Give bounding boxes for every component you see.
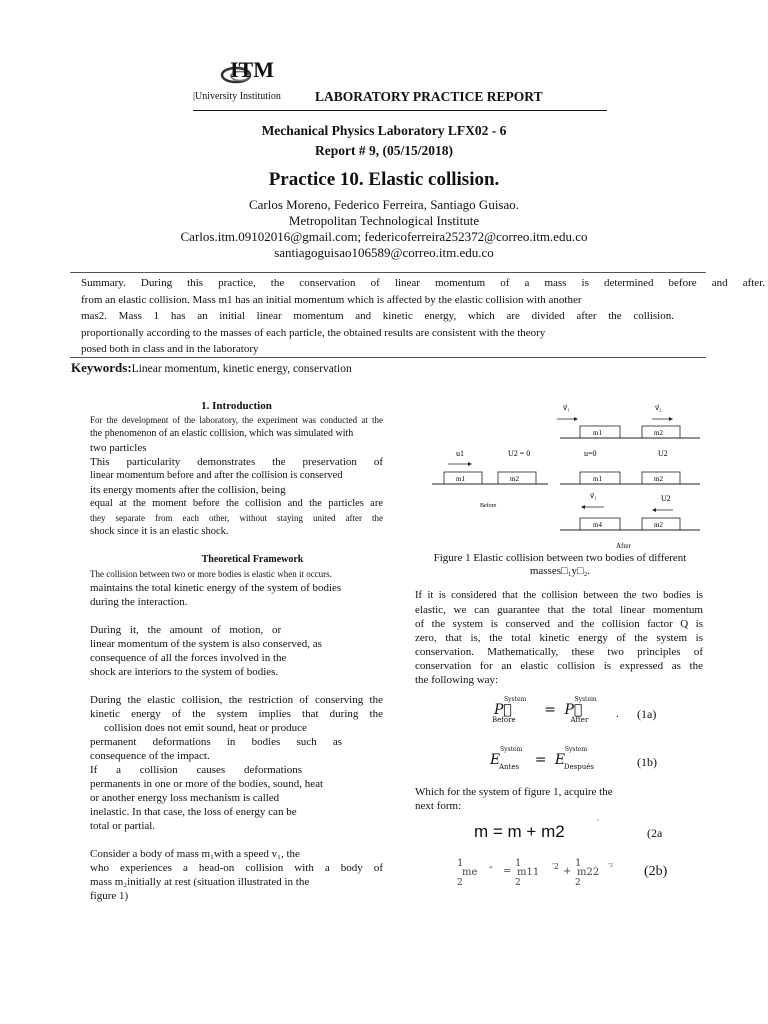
arrowhead	[468, 462, 472, 466]
theory-line: consequence of all the forces involved in the	[90, 652, 287, 664]
intro-line: they separate from each other, without staying united after the	[90, 513, 383, 523]
theory-line: during the interaction.	[90, 596, 188, 608]
eq-term: m11	[517, 867, 540, 878]
mass-label: m2	[654, 429, 663, 437]
velocity-label-v2: v⃗₂	[655, 404, 662, 412]
theory-line: figure 1)	[90, 890, 129, 902]
fraction-denominator: 2	[575, 878, 581, 888]
eq-subscript: Después	[563, 763, 594, 771]
logo-subtitle: |University Institution	[193, 91, 281, 102]
caption-line: Figure 1 Elastic collision between two bodies of different	[433, 552, 687, 564]
equation-tag-1b: (1b)	[637, 755, 657, 769]
theory-text	[90, 567, 383, 903]
eq-subscript: After	[570, 716, 589, 724]
summary-line: mas2. Mass 1 has an initial linear momentum and kinetic energy, which are divided after the collision.	[81, 310, 674, 322]
equation-tag-2b: (2b)	[644, 864, 668, 879]
theory-heading: Theoretical Framework	[201, 554, 304, 565]
intro-line: shock since it is an elastic shock.	[90, 526, 229, 537]
body-line: the following way:	[415, 674, 499, 686]
theory-line: or another energy loss mechanism is called	[90, 792, 280, 804]
fraction-denominator: 2	[457, 878, 463, 888]
keywords	[71, 360, 352, 376]
fraction-numerator: 1	[457, 858, 464, 869]
body-line: elastic, we can guarantee that the total linear momentum	[415, 604, 703, 616]
body-line: next form:	[415, 800, 462, 812]
theory-line: linear momentum of the system is also conserved, as	[90, 638, 322, 650]
intro-line: For the development of the laboratory, the experiment was conducted at the	[90, 415, 383, 425]
institute: Metropolitan Technological Institute	[288, 213, 480, 228]
arrowhead	[669, 417, 673, 421]
velocity-label-u1: u1	[456, 449, 464, 458]
eq-superscript: System	[504, 696, 527, 703]
equation-tag-1a: (1a)	[637, 707, 657, 721]
right-column-text	[415, 589, 703, 687]
equation-1a: P⃗ System Before = P⃗ System After	[492, 696, 597, 724]
eq-symbol: E	[554, 752, 566, 768]
keywords-label: Keywords:	[71, 360, 132, 375]
theory-line: permanent deformations in bodies such as	[90, 736, 342, 748]
before-label: Before	[480, 503, 497, 509]
emails-line-2: santiagoguisao106589@correo.itm.edu.co	[274, 245, 494, 260]
velocity-label-v1-after: v⃗₁	[590, 492, 597, 500]
eq-term: me	[462, 867, 478, 878]
mass-label: m1	[593, 429, 602, 437]
theory-line: During the elastic collision, the restriction of conserving the	[90, 694, 383, 706]
intro-text	[90, 413, 383, 539]
report-label: LABORATORY PRACTICE REPORT	[315, 89, 543, 104]
arrowhead	[652, 508, 656, 512]
summary-bottom-rule	[70, 357, 706, 358]
summary	[81, 275, 765, 358]
theory-line: shock are interiors to the system of bodies.	[90, 666, 279, 678]
velocity-label-u0: u=0	[584, 449, 597, 458]
velocity-label-u2-after: U2	[661, 494, 671, 503]
body-line: zero, that is, the total kinetic energy of the system is	[415, 632, 703, 644]
theory-line: The collision between two or more bodies is elastic when it occurs.	[90, 569, 332, 579]
body-line: Which for the system of figure 1, acquire the	[415, 786, 613, 798]
intro-heading: 1. Introduction	[201, 400, 272, 412]
intro-line: This particularity demonstrates the preservation of	[90, 456, 383, 468]
arrowhead	[574, 417, 578, 421]
theory-line: collision does not emit sound, heat or produce	[104, 722, 307, 734]
theory-line: total or partial.	[90, 820, 156, 832]
intro-line: the phenomenon of an elastic collision, which was simulated with	[90, 428, 354, 439]
right-column-text-2	[415, 785, 703, 813]
logo-text: ITM	[230, 57, 274, 82]
eq-subscript: Antes	[499, 763, 520, 771]
fraction-numerator: 1	[575, 858, 582, 869]
theory-line: maintains the total kinetic energy of the system of bodies	[90, 582, 342, 594]
eq-superscript: System	[500, 746, 523, 753]
velocity-label-U2: U2	[658, 449, 668, 458]
mass-label: m2	[654, 521, 663, 529]
eq-superscript: System	[574, 696, 597, 703]
summary-line: proportionally according to the masses of each particle, the obtained results are consistent with the theory	[81, 326, 546, 339]
author-block	[0, 197, 768, 261]
theory-line: If a collision causes deformations	[90, 764, 302, 776]
header-divider	[193, 110, 607, 111]
velocity-label-v1: v⃗₁	[563, 404, 570, 412]
figure-caption	[415, 552, 705, 578]
theory-line: inelastic. In that case, the loss of energy can be	[90, 806, 297, 818]
intro-line: two particles	[90, 442, 147, 454]
mass-label: m2	[654, 475, 663, 483]
body-line: conservation for an elastic collision is expressed as the	[415, 660, 703, 672]
mass-label: m2	[510, 475, 519, 483]
eq-symbol: P⃗	[564, 702, 583, 718]
summary-line: posed both in class and in the laboratory	[81, 343, 259, 355]
arrowhead	[581, 505, 585, 509]
caption-line: masses□₁y□₂.	[529, 565, 591, 577]
body-line: conservation. Mathematically, these two principles of	[415, 646, 703, 658]
theory-line: kinetic energy of the system implies that during the	[90, 708, 383, 720]
mass-label: m4	[593, 521, 602, 529]
lab-name: Mechanical Physics Laboratory LFX02 - 6	[261, 123, 507, 138]
body-line: If it is considered that the collision between the two bodies is	[415, 590, 703, 601]
intro-line: equal at the moment before the collision and the particles are	[90, 498, 383, 509]
theory-line: During it, the amount of motion, or	[90, 624, 282, 636]
intro-line: its energy moments after the collision, being	[90, 484, 286, 496]
fraction-numerator: 1	[515, 858, 522, 869]
eq-symbol: E	[490, 752, 501, 768]
keywords-text: Linear momentum, kinetic energy, conservation	[131, 363, 352, 375]
theory-line: who experiences a head-on collision with a body of	[90, 862, 383, 874]
theory-line: mass m₂initially at rest (situation illustrated in the	[90, 876, 310, 888]
page-title: Practice 10. Elastic collision.	[268, 169, 500, 190]
authors: Carlos Moreno, Federico Ferreira, Santiago Guisao.	[248, 197, 520, 212]
mass-label: m1	[456, 475, 465, 483]
fraction-denominator: 2	[515, 878, 521, 888]
theory-line: consequence of the impact.	[90, 750, 210, 762]
equation-tag-2a: (2a	[647, 826, 663, 840]
summary-line: Summary. During this practice, the conservation of linear momentum of a mass is determined before and after.	[81, 277, 765, 289]
theory-line: permanents in one or more of the bodies, sound, heat	[90, 778, 324, 790]
eq-term: m22	[577, 867, 600, 878]
summary-line: from an elastic collision. Mass m1 has an initial momentum which is affected by the elastic collision with another	[81, 293, 582, 306]
eq-superscript: System	[564, 746, 588, 753]
body-line: of the system is conserved and the collision factor Q is	[415, 618, 703, 630]
theory-line: Consider a body of mass m₁with a speed v₁, the	[90, 848, 300, 860]
mass-label: m1	[593, 475, 602, 483]
equation-dot: .	[616, 708, 619, 720]
eq-symbol: P⃗	[494, 702, 512, 718]
eq-subscript: Before	[492, 716, 516, 724]
after-label: After	[616, 542, 631, 550]
summary-top-rule	[70, 272, 706, 273]
emails-line-1: Carlos.itm.09102016@gmail.com; federicoferreira252372@correo.itm.edu.co	[180, 229, 588, 244]
equation-1b: E System Antes = E System Después	[490, 746, 594, 771]
collision-figure	[430, 398, 706, 550]
velocity-label-u2: U2 = 0	[508, 449, 531, 458]
report-number: Report # 9, (05/15/2018)	[315, 143, 453, 158]
equation-2a: m = m + m2	[474, 822, 565, 841]
intro-line: linear momentum before and after the collision is conserved	[90, 470, 343, 481]
